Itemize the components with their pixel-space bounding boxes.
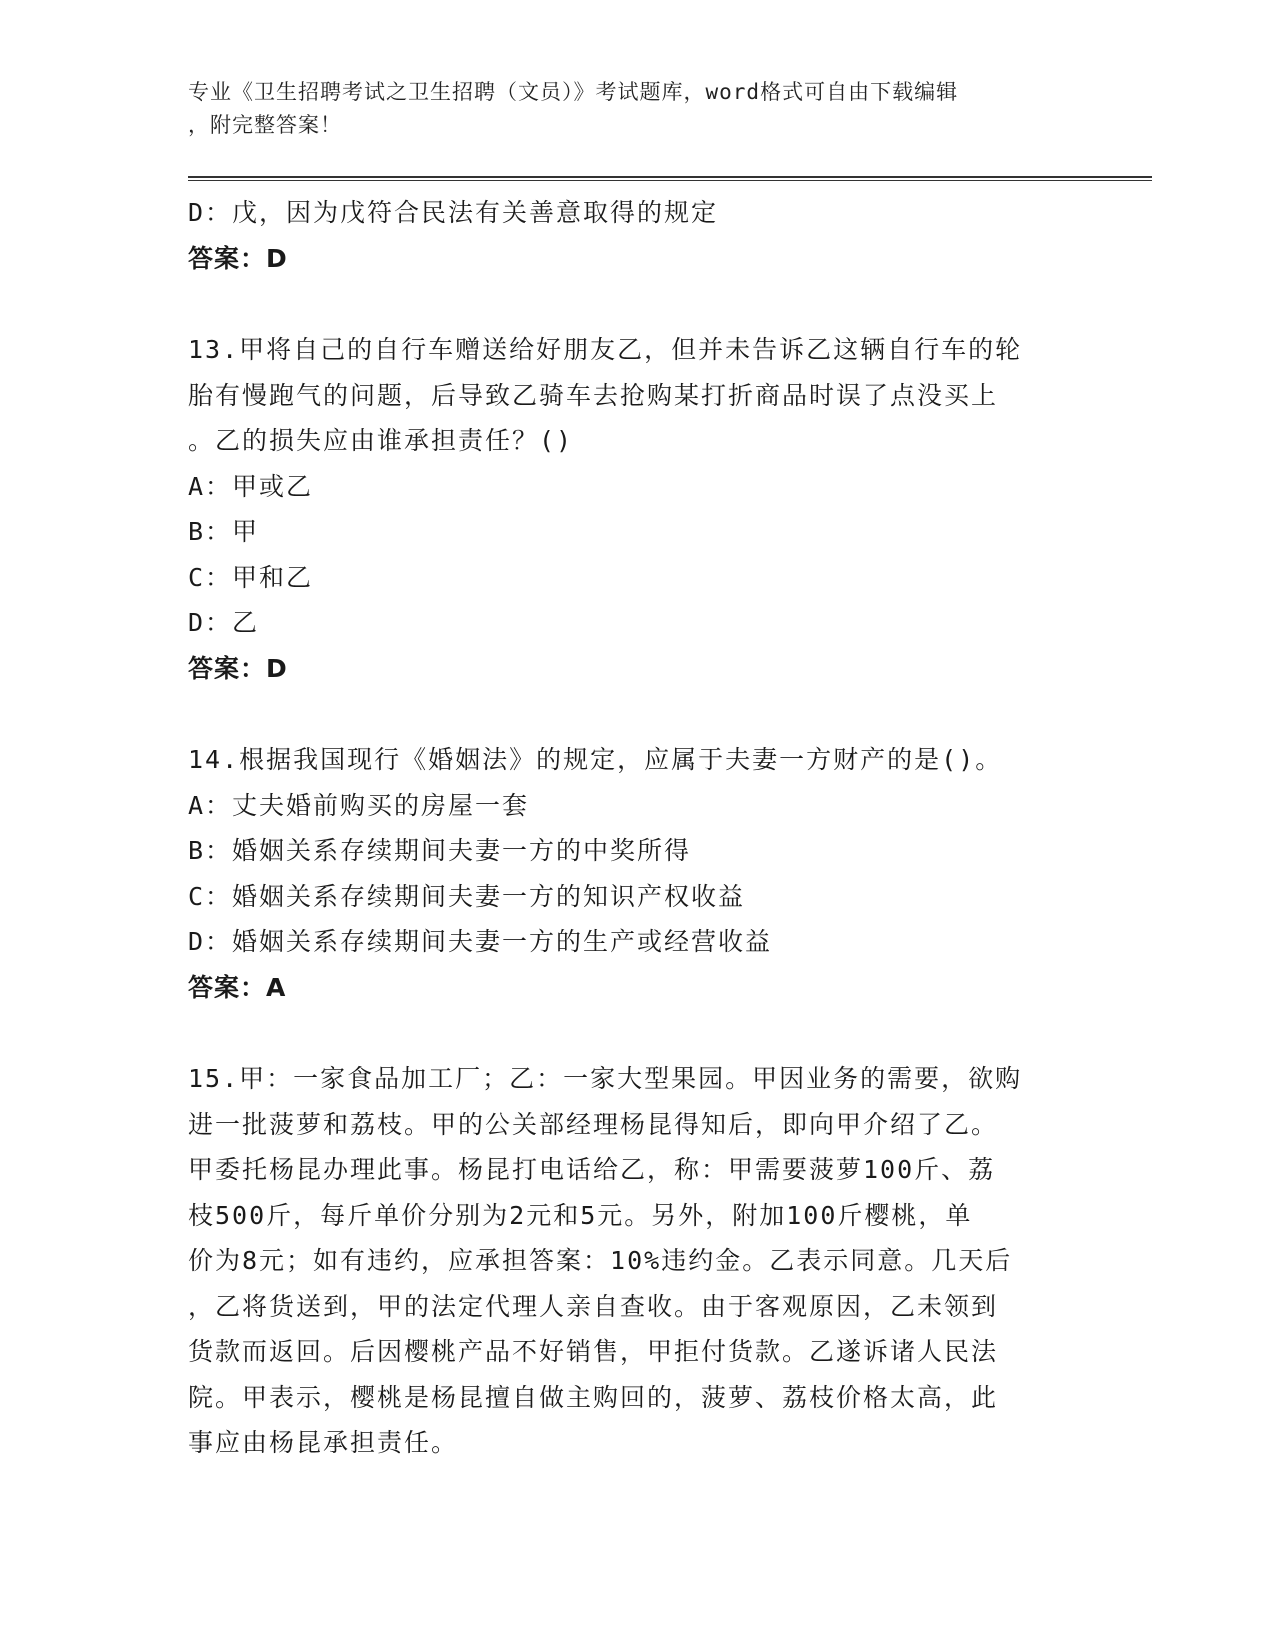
header-line-2: ，附完整答案！: [188, 113, 342, 137]
question-stem-line: 货款而返回。后因樱桃产品不好销售，甲拒付货款。乙遂诉诸人民法: [188, 1337, 999, 1366]
question-stem-line: 甲委托杨昆办理此事。杨昆打电话给乙，称：甲需要菠萝100斤、荔: [188, 1155, 996, 1184]
option-d: D：乙: [188, 608, 260, 637]
header-divider: [188, 176, 1152, 181]
option-a: A：甲或乙: [188, 471, 314, 501]
option-d: D：戊，因为戊符合民法有关善意取得的规定: [188, 198, 719, 227]
page-header: [188, 76, 1068, 142]
question-stem-line: 进一批菠萝和荔枝。甲的公关部经理杨昆得知后，即向甲介绍了乙。: [188, 1109, 999, 1139]
question-15: [188, 1056, 1078, 1466]
question-13: [188, 327, 1078, 691]
question-stem-line: ，乙将货送到，甲的法定代理人亲自查收。由于客观原因，乙未领到: [188, 1291, 999, 1321]
spacer: [188, 281, 1078, 327]
answer: 答案：D: [188, 653, 288, 683]
question-stem-line: 事应由杨昆承担责任。: [188, 1428, 459, 1457]
question-14: [188, 737, 1078, 1010]
spacer: [188, 691, 1078, 737]
question-stem-line: 胎有慢跑气的问题，后导致乙骑车去抢购某打折商品时误了点没买上: [188, 380, 999, 410]
option-c: C：甲和乙: [188, 562, 314, 592]
question-content: [188, 190, 1078, 1466]
option-c: C：婚姻关系存续期间夫妻一方的知识产权收益: [188, 881, 746, 911]
question-stem-line: 枝500斤，每斤单价分别为2元和5元。另外，附加100斤樱桃，单: [188, 1200, 973, 1230]
answer: 答案：D: [188, 243, 288, 273]
spacer: [188, 1010, 1078, 1056]
header-line-1: 专业《卫生招聘考试之卫生招聘（文员）》考试题库，word格式可自由下载编辑: [188, 80, 959, 104]
question-stem-line: 15.甲：一家食品加工厂；乙：一家大型果园。甲因业务的需要，欲购: [188, 1064, 1023, 1093]
question-12-tail: [188, 190, 1078, 281]
option-a: A：丈夫婚前购买的房屋一套: [188, 790, 530, 820]
question-stem-line: 14.根据我国现行《婚姻法》的规定，应属于夫妻一方财产的是()。: [188, 745, 1003, 774]
question-stem-line: 价为8元；如有违约，应承担答案：10%违约金。乙表示同意。几天后: [188, 1246, 1013, 1275]
option-b: B：甲: [188, 517, 260, 546]
option-b: B：婚姻关系存续期间夫妻一方的中奖所得: [188, 836, 692, 865]
option-d: D：婚姻关系存续期间夫妻一方的生产或经营收益: [188, 927, 773, 956]
question-stem-line: 。乙的损失应由谁承担责任？(): [188, 426, 574, 455]
answer: 答案：A: [188, 972, 287, 1002]
question-stem-line: 院。甲表示，樱桃是杨昆擅自做主购回的，菠萝、荔枝价格太高，此: [188, 1382, 999, 1412]
question-stem-line: 13.甲将自己的自行车赠送给好朋友乙，但并未告诉乙这辆自行车的轮: [188, 335, 1023, 364]
